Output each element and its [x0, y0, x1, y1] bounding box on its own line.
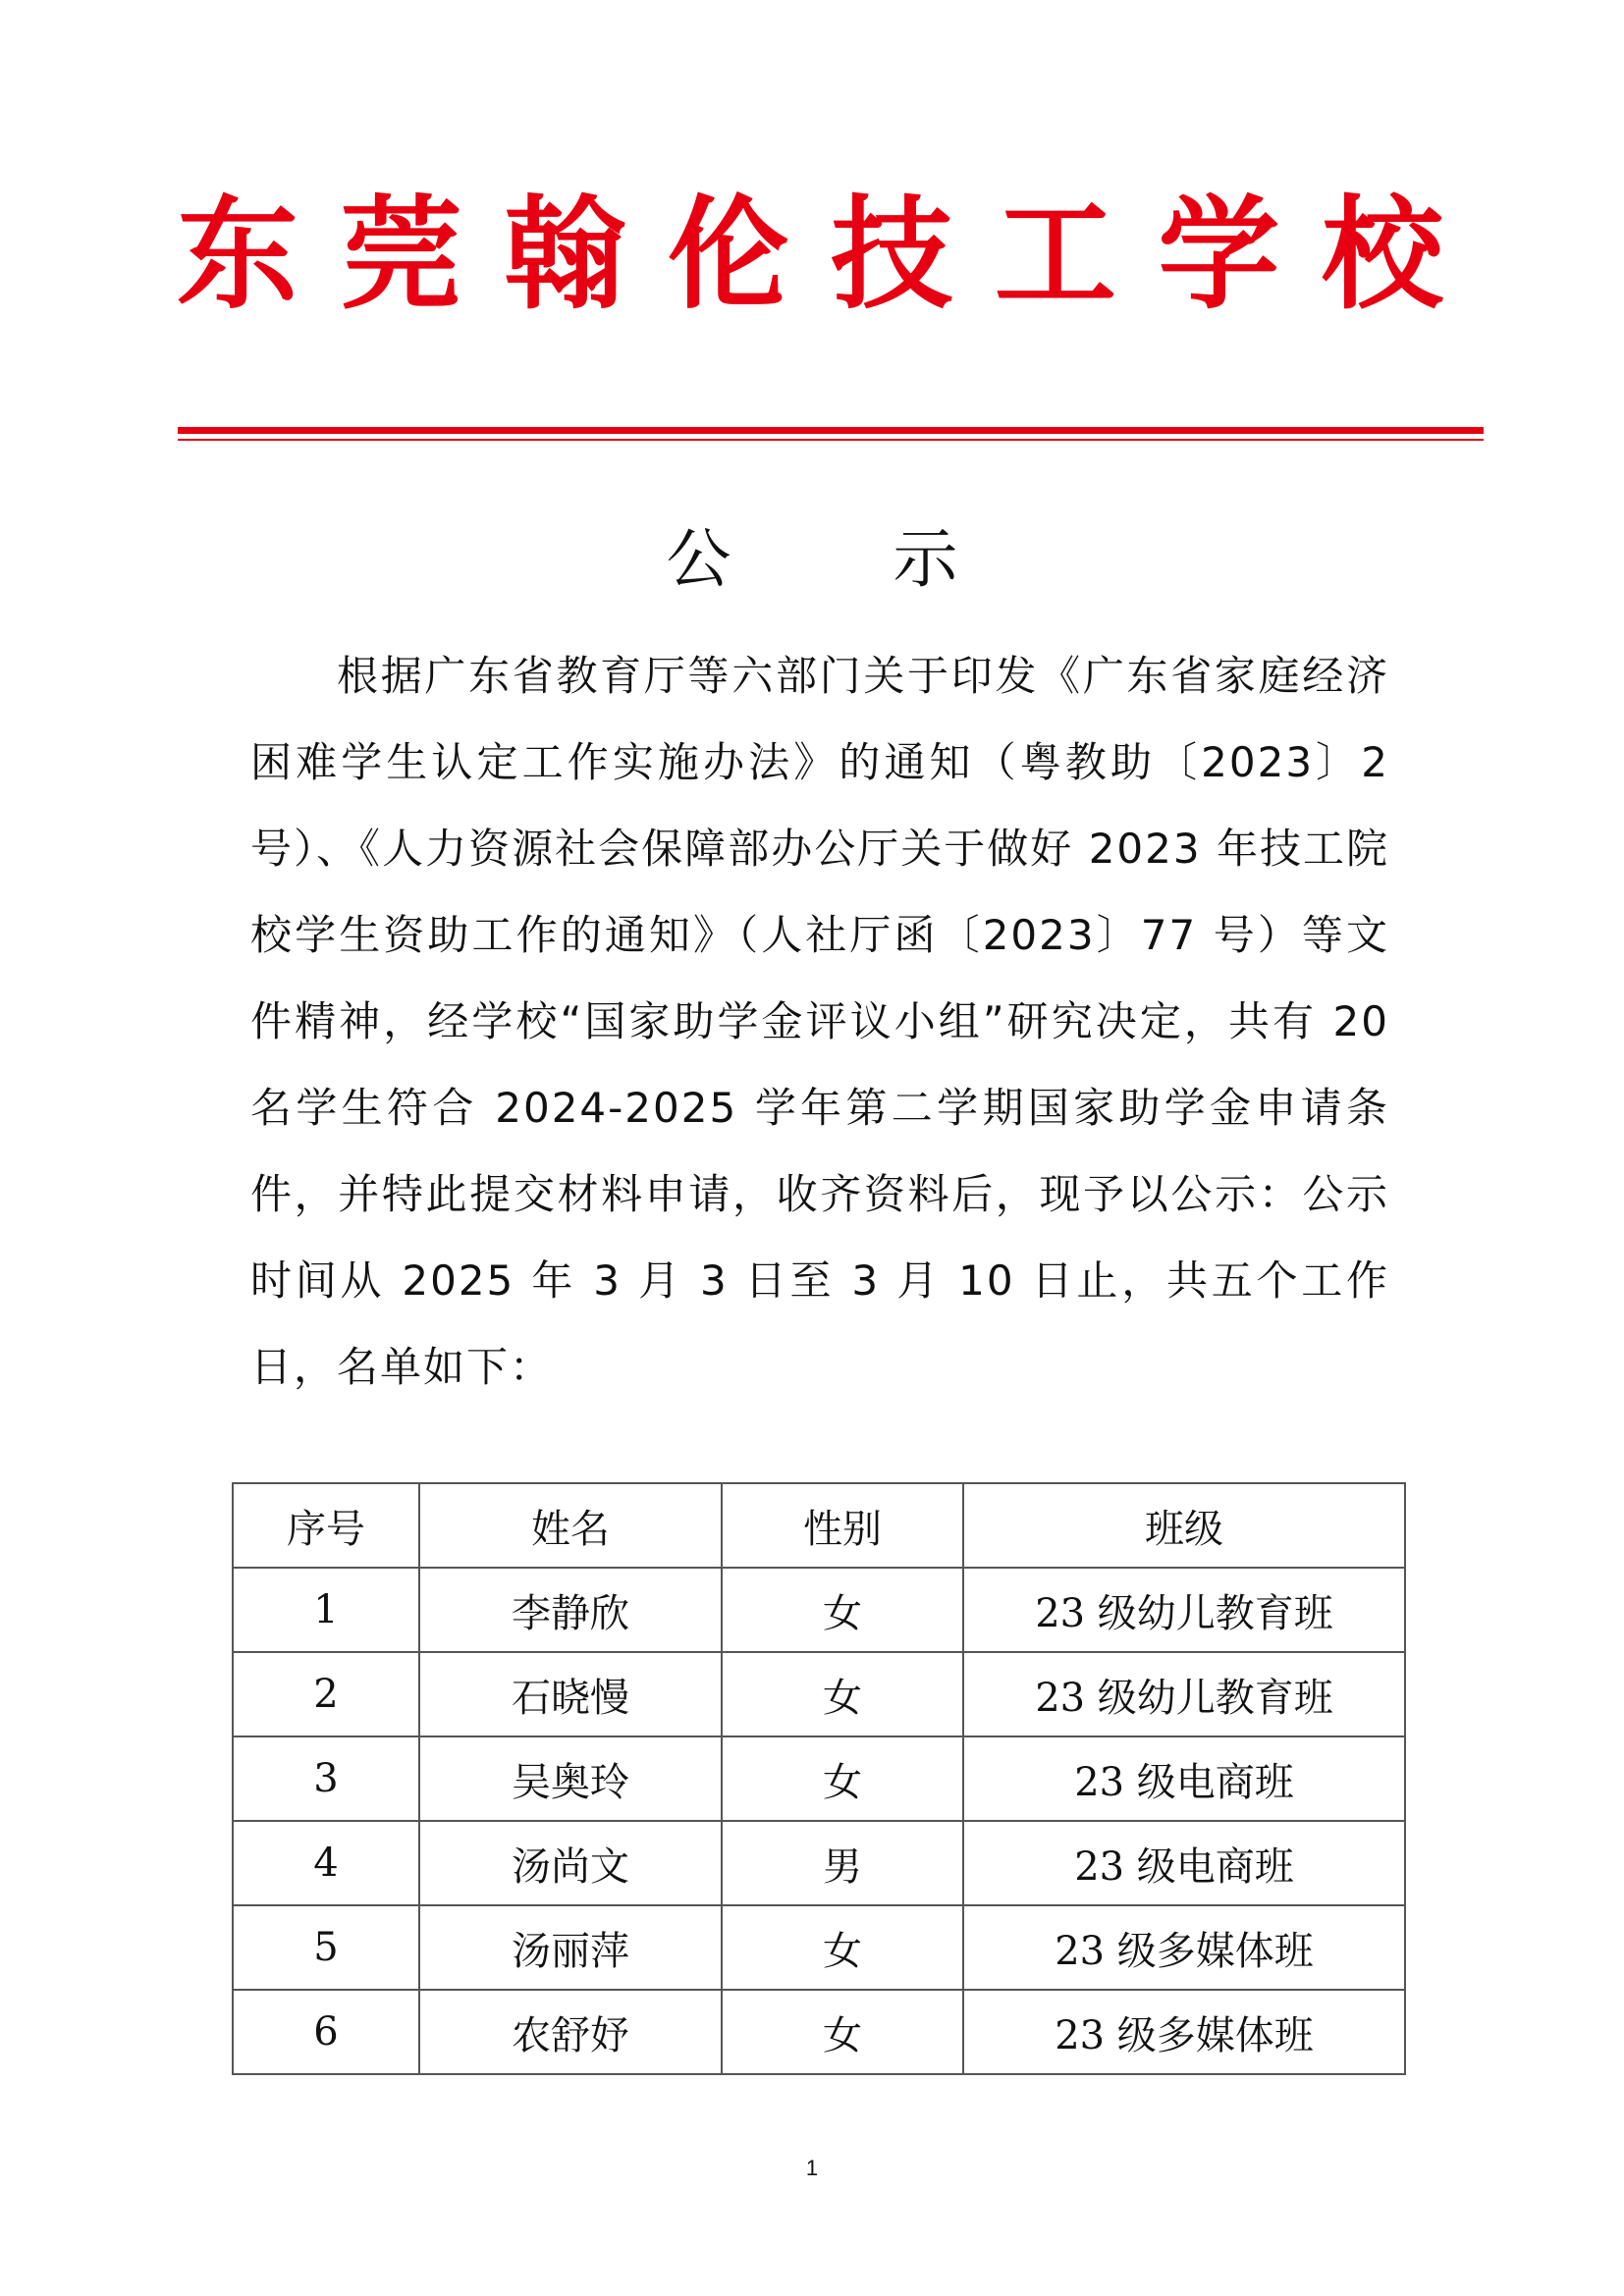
cell-index: 3 [233, 1736, 419, 1821]
school-letterhead [177, 182, 1443, 329]
cell-name: 农舒妤 [419, 1990, 722, 2074]
cell-gender: 女 [722, 1652, 963, 1736]
cell-name: 石晓慢 [419, 1652, 722, 1736]
cell-index: 1 [233, 1568, 419, 1652]
letterhead-char: 技 [831, 185, 953, 326]
cell-name: 汤丽萍 [419, 1905, 722, 1990]
header-class: 班级 [963, 1483, 1405, 1568]
letterhead-char: 伦 [667, 185, 789, 326]
letterhead-char: 校 [1321, 185, 1443, 326]
cell-class: 23 级电商班 [963, 1736, 1405, 1821]
cell-index: 5 [233, 1905, 419, 1990]
letterhead-char: 工 [994, 185, 1116, 326]
cell-name: 汤尚文 [419, 1821, 722, 1905]
cell-gender: 男 [722, 1821, 963, 1905]
table-row [233, 1652, 1405, 1736]
letterhead-char: 学 [1158, 185, 1280, 326]
cell-name: 李静欣 [419, 1568, 722, 1652]
letterhead-char: 翰 [504, 185, 626, 326]
table-row [233, 1568, 1405, 1652]
table-row [233, 1821, 1405, 1905]
notice-body: 根据广东省教育厅等六部门关于印发《广东省家庭经济困难学生认定工作实施办法》的通知（粤教助〔2023〕2 号）、《人力资源社会保障部办公厅关于做好 2023 年技工院校学生资助工作的通知》（人社厅函〔2023〕77 号）等文件精神，经学校“国家助学金评议小组”研究决定，共有 20 名学生符合 2024-2025 学年第二学期国家助学金申请条件，并特此提交材料申请，收齐资料后，现予以公示：公示时间从 2025 年 3 月 3 日至 3 月 10 日止，共五个工作日，名单如下： [250, 652, 1389, 1391]
cell-gender: 女 [722, 1568, 963, 1652]
cell-gender: 女 [722, 1736, 963, 1821]
notice-title: 公 示 [666, 521, 1029, 597]
cell-gender: 女 [722, 1905, 963, 1990]
cell-index: 2 [233, 1652, 419, 1736]
header-name: 姓名 [419, 1483, 722, 1568]
table-row [233, 1905, 1405, 1990]
cell-class: 23 级幼儿教育班 [963, 1652, 1405, 1736]
letterhead-char: 东 [177, 185, 299, 326]
table-header-row [233, 1483, 1405, 1568]
cell-index: 6 [233, 1990, 419, 2074]
cell-index: 4 [233, 1821, 419, 1905]
letterhead-divider-thick [178, 427, 1484, 434]
cell-class: 23 级多媒体班 [963, 1905, 1405, 1990]
page-number: 1 [805, 2156, 819, 2180]
recipient-table [232, 1482, 1406, 2075]
table-row [233, 1990, 1405, 2074]
header-index: 序号 [233, 1483, 419, 1568]
header-gender: 性别 [722, 1483, 963, 1568]
letterhead-char: 莞 [340, 185, 462, 326]
cell-gender: 女 [722, 1990, 963, 2074]
cell-class: 23 级幼儿教育班 [963, 1568, 1405, 1652]
cell-class: 23 级电商班 [963, 1821, 1405, 1905]
letterhead-divider-thin [178, 439, 1484, 441]
cell-class: 23 级多媒体班 [963, 1990, 1405, 2074]
cell-name: 吴奥玲 [419, 1736, 722, 1821]
table-row [233, 1736, 1405, 1821]
